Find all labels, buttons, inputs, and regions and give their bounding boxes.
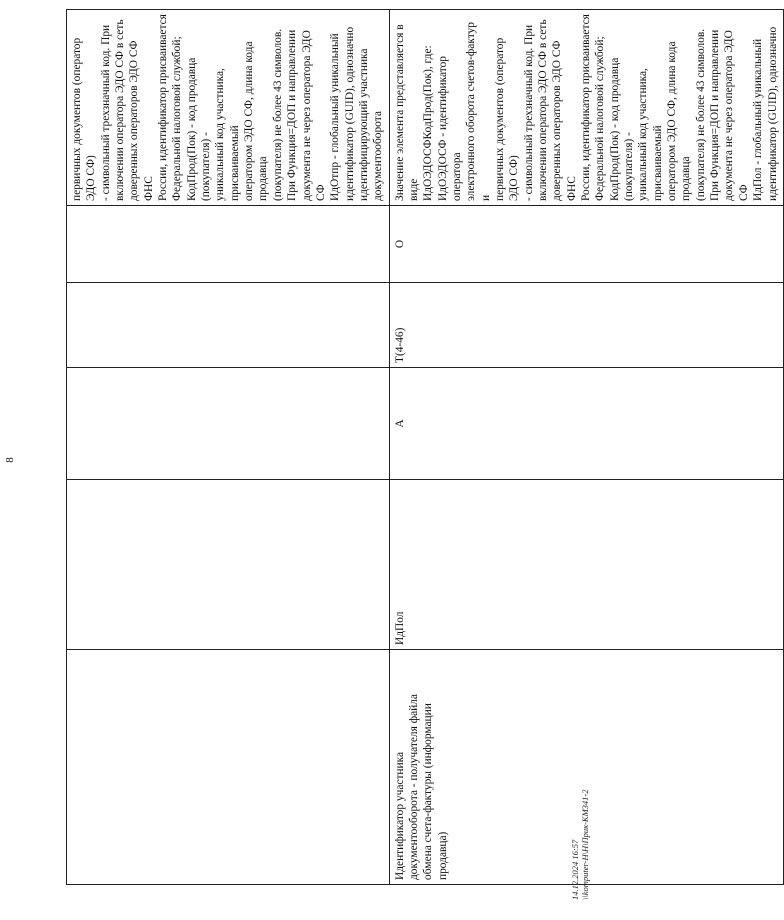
description-cell: Значение элемента представляется в виде ИдОЭДОСФКодПрод(Пок), где: ИдОЭДОСФ - идентификатор оператора электронного оборота счетов-фактур и первичных документов (оператор ЭДО СФ) - символьный трехзначный код. При включении оператора ЭДО СФ в сеть доверенных операторов ЭДО СФ ФНС России, идентификатор присваивается Федеральной налоговой службой; КодПрод(Пок) - код продавца (покупателя) - уникальный код участника, присваиваемый оператором ЭДО СФ, длина кода продавца (покупателя) не более 43 символов. При Функция=ДОП и направлении документа не через оператора ЭДО СФ ИдПол - глобальный уникальный идентификатор (GUID), однозначно [389,10,783,206]
print-path: \\komputer-Н\Н\Прик-КМ341-2 [580,789,590,900]
description-cell: первичных документов (оператор ЭДО СФ) - символьный трехзначный код. При включении оператора ЭДО СФ в сеть доверенных операторов ЭДО СФ ФНС России, идентификатор присваивается Федеральной налоговой службой; КодПрод(Пок) - код продавца (покупателя) - уникальный код участника, присваиваемый оператором ЭДО СФ, длина кода продавца (покупателя) не более 43 символов. При Функция=ДОП и направлении документа не через оператора ЭДО СФ ИдОтпр - глобальный уникальный идентификатор (GUID), однозначно идентифицирующий участника документооборота [67,10,390,206]
document-table [66,9,784,885]
type-cell [67,368,390,480]
table-row [389,10,783,885]
format-cell [67,283,390,368]
requirement-cell [67,206,390,283]
tag-cell [67,480,390,650]
page-number: 8 [4,457,16,463]
print-stamp [570,790,590,901]
type-cell: А [389,368,783,480]
element-name-cell: Идентификатор участника документооборота - получателя файла обмена счета-фактуры (информации продавца) [389,650,783,885]
table-row [67,10,390,885]
format-cell: Т(4-46) [389,283,783,368]
print-date: 14.12.2024 16:57 [570,839,580,900]
element-name-cell [67,650,390,885]
tag-cell: ИдПол [389,480,783,650]
requirement-cell: О [389,206,783,283]
